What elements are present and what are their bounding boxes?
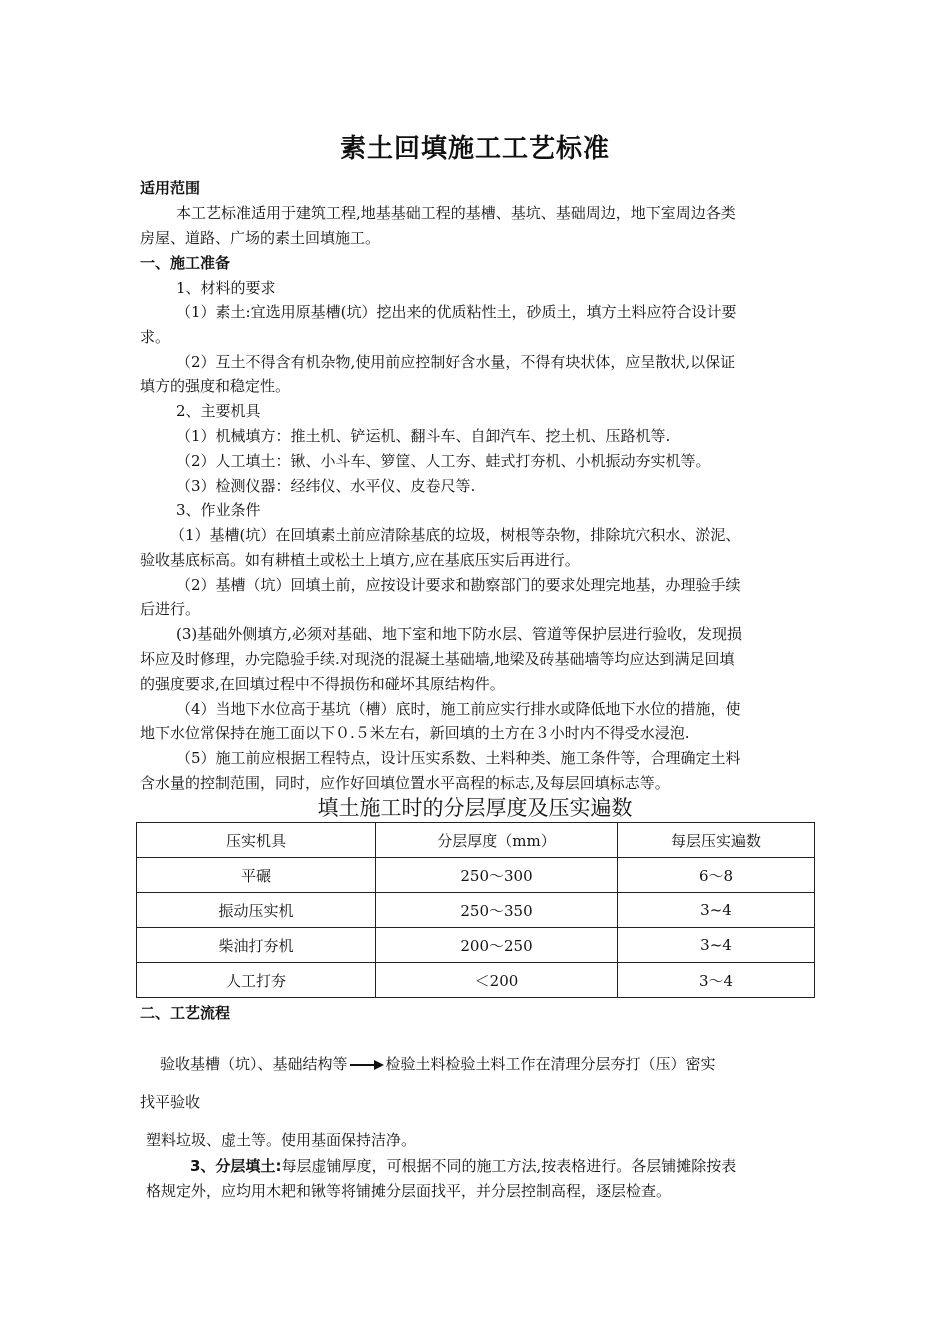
conditions-line: （1）基槽(坑）在回填素土前应清除基底的垃圾，树根等杂物，排除坑穴积水、淤泥、: [170, 526, 741, 544]
section1-heading: 一、施工准备: [140, 254, 231, 272]
table-cell: 6～8: [618, 858, 815, 893]
conditions-line: 后进行。: [140, 600, 201, 618]
machines-title: 2、主要机具: [176, 402, 261, 420]
flow-rest: 检验土料检验土料工作在清理分层夯打（压）密实: [385, 1055, 716, 1073]
conditions-line: （5）施工前应根据工程特点，设计压实系数、土料种类、施工条件等，合理确定土料: [176, 749, 741, 767]
process-flow: [160, 1052, 716, 1076]
table-row: [137, 858, 815, 893]
table-row: [137, 893, 815, 928]
conditions-line: 含水量的控制范围，同时，应作好回填位置水平高程的标志,及每层回填标志等。: [140, 774, 670, 792]
materials-line: 求。: [140, 328, 171, 346]
step3-text: 每层虚铺厚度，可根据不同的施工方法,按表格进行。各层铺摊除按表: [281, 1157, 737, 1175]
conditions-line: （4）当地下水位高于基坑（槽）底时，施工前应实行排水或降低地下水位的措施，使: [176, 700, 741, 718]
arrow-right-icon: [350, 1059, 384, 1071]
scope-line: 房屋、道路、广场的素土回填施工。: [140, 229, 381, 247]
table-cell: 3~4: [618, 893, 815, 928]
step3-line: [190, 1154, 870, 1178]
step3-line-2: 格规定外，应均用木耙和锹等将铺摊分层面找平，并分层控制高程，逐层检查。: [146, 1182, 672, 1200]
table-cell: 人工打夯: [137, 963, 376, 998]
compaction-table: [136, 822, 815, 998]
table-caption: 填土施工时的分层厚度及压实遍数: [317, 796, 633, 820]
conditions-line: (3)基础外侧填方,必须对基础、地下室和地下防水层、管道等保护层进行验收，发现损: [176, 625, 743, 643]
table-header-cell: 每层压实遍数: [618, 823, 815, 858]
conditions-title: 3、作业条件: [176, 501, 261, 519]
table-cell: 3~4: [618, 928, 815, 963]
machines-line: （2）人工填土：锹、小斗车、箩筐、人工夯、蛙式打夯机、小机振动夯实机等。: [176, 452, 711, 470]
materials-line: （1）素土:宜选用原基槽(坑）挖出来的优质粘性土，砂质土，填方土料应符合设计要: [176, 303, 737, 321]
conditions-line: 验收基底标高。如有耕植土或松土上填方,应在基底压实后再进行。: [140, 551, 580, 569]
table-cell: 柴油打夯机: [137, 928, 376, 963]
table-row: [137, 928, 815, 963]
table-header-row: [137, 823, 815, 858]
conditions-line: 的强度要求,在回填过程中不得损伤和碰坏其原结构件。: [140, 675, 505, 693]
machines-line: （3）检测仪器：经纬仪、水平仪、皮卷尺等.: [176, 477, 476, 495]
table-cell: 振动压实机: [137, 893, 376, 928]
table-cell: 200～250: [376, 928, 618, 963]
table-cell: 250～350: [376, 893, 618, 928]
materials-line: （2）互土不得含有机杂物,使用前应控制好含水量，不得有块状体，应呈散状,以保证: [176, 353, 736, 371]
flow-line-2: 找平验收: [140, 1093, 201, 1111]
step3-label: 3、分层填土:: [190, 1157, 282, 1175]
scope-heading: 适用范围: [140, 179, 201, 197]
flow-start: 验收基槽（坑）、基础结构等: [160, 1055, 348, 1073]
conditions-line: 坏应及时修理，办完隐验手续.对现浇的混凝土基础墙,地梁及砖基础墙等均应达到满足回填: [140, 650, 735, 668]
table-row: [137, 963, 815, 998]
page-title: 素土回填施工工艺标准: [339, 134, 610, 164]
table-header-cell: 分层厚度（mm）: [376, 823, 618, 858]
section2-heading: 二、工艺流程: [140, 1004, 231, 1022]
conditions-line: （2）基槽（坑）回填土前，应按设计要求和勘察部门的要求处理完地基，办理验手续: [176, 576, 741, 594]
materials-title: 1、材料的要求: [176, 279, 276, 297]
scope-line: 本工艺标准适用于建筑工程,地基基础工程的基槽、基坑、基础周边，地下室周边各类: [176, 204, 736, 222]
materials-line: 填方的强度和稳定性。: [140, 377, 291, 395]
table-cell: 平碾: [137, 858, 376, 893]
machines-line: （1）机械填方：推土机、铲运机、翻斗车、自卸汽车、挖土机、压路机等.: [176, 427, 671, 445]
table-header-cell: 压实机具: [137, 823, 376, 858]
conditions-line: 地下水位常保持在施工面以下０.５米左右，新回填的土方在３小时内不得受水浸泡.: [140, 724, 690, 742]
cleanup-line: 塑料垃圾、虚土等。使用基面保持洁净。: [146, 1131, 417, 1149]
table-cell: 250～300: [376, 858, 618, 893]
table-cell: 3～4: [618, 963, 815, 998]
table-cell: ＜200: [376, 963, 618, 998]
